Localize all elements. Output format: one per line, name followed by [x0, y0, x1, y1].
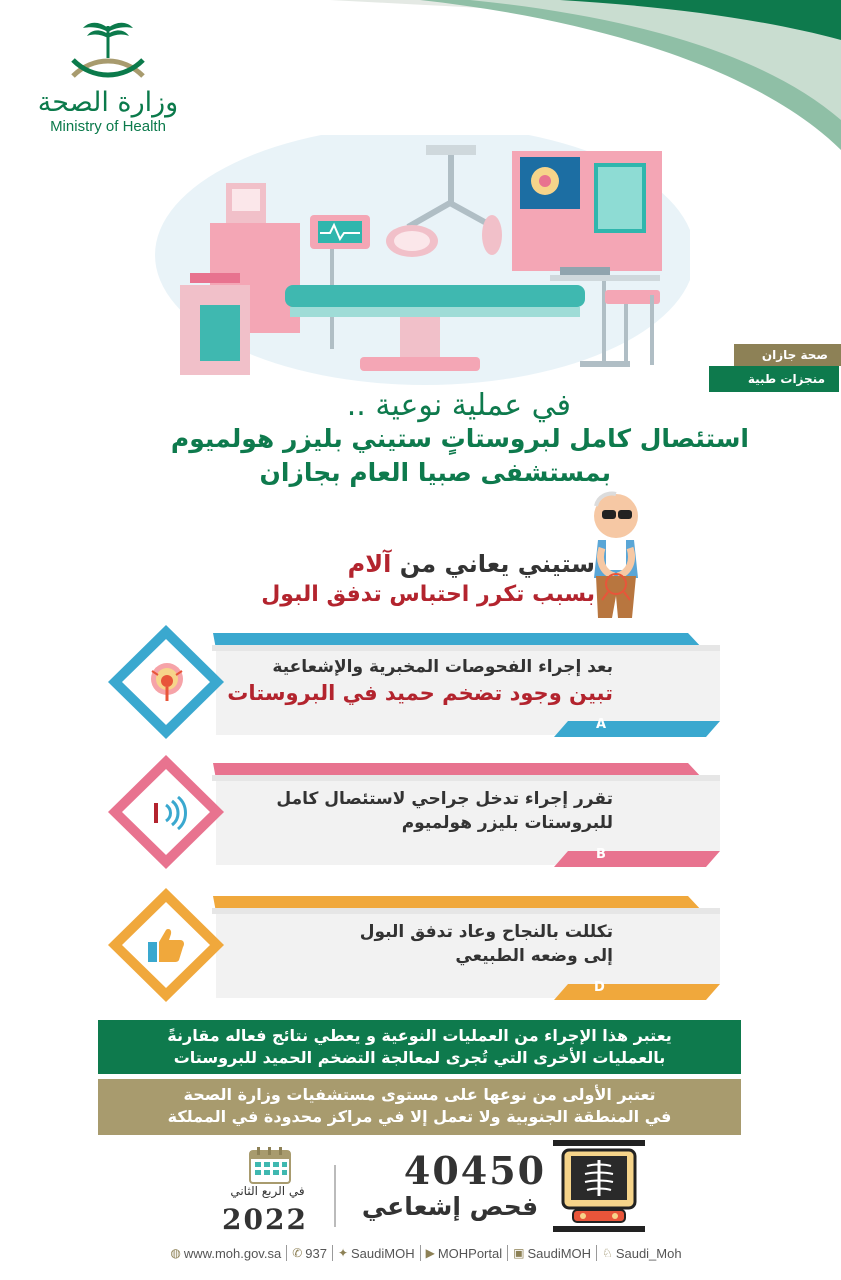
facebook-icon: ▣: [513, 1246, 525, 1260]
headline-main: استئصال كامل لبروستاتٍ ستيني بليزر هولميوم: [170, 424, 749, 453]
info-bar-results: [98, 1020, 741, 1074]
info-bar-first-line-1: تعتبر الأولى من نوعها على مستوى مستشفيات وزارة الصحة: [183, 1085, 656, 1104]
laser-icon: [148, 793, 188, 833]
patient-line-2: بسبب تكرر احتباس تدفق البول: [261, 582, 595, 607]
stats-divider: [334, 1165, 336, 1227]
xray-machine-icon: [553, 1140, 645, 1232]
headline-hospital: بمستشفى صبيا العام بجازان: [259, 458, 611, 487]
footer-facebook[interactable]: [508, 1246, 596, 1261]
operating-room-illustration: [150, 135, 690, 385]
snapchat-icon: ♘: [602, 1246, 613, 1260]
footer-contacts: [126, 1242, 726, 1264]
patient-line-1-b: آلام: [347, 550, 392, 578]
logo-arabic-name: وزارة الصحة: [37, 87, 179, 118]
step-card-d: [108, 888, 723, 1003]
step-d-letter: D: [594, 980, 605, 995]
headline-intro: في عملية نوعية ..: [346, 388, 571, 423]
step-b-line-1: تقرر إجراء تدخل جراحي لاستئصال كامل: [276, 789, 613, 809]
step-card-d-bg: [108, 888, 723, 1003]
info-bar-first-line-2: في المنطقة الجنوبية ولا تعمل إلا في مراكز محدودة في المملكة: [167, 1107, 672, 1126]
footer-twitter-text: SaudiMOH: [351, 1245, 415, 1261]
step-a-line-1: بعد إجراء الفحوصات المخبرية والإشعاعية: [272, 657, 613, 677]
logo-english-name: Ministry of Health: [50, 118, 166, 135]
phone-icon: ✆: [292, 1246, 303, 1260]
twitter-icon: ✦: [337, 1246, 349, 1260]
palm-swords-emblem-icon: [53, 18, 163, 84]
footer-website-text: www.moh.gov.sa: [183, 1245, 282, 1261]
youtube-icon: ▶: [425, 1246, 435, 1260]
prostate-icon: [148, 661, 186, 703]
calendar-icon: [249, 1146, 291, 1184]
info-bar-first: [98, 1079, 741, 1135]
xray-label: فحص إشعاعي: [361, 1192, 539, 1221]
step-a-line-2: تبين وجود تضخم حميد في البروستات: [227, 681, 613, 705]
footer-snapchat[interactable]: [597, 1246, 687, 1261]
patient-line-1: [348, 550, 595, 578]
footer-phone-text: 937: [305, 1245, 327, 1261]
xray-count: 40450: [403, 1148, 547, 1193]
year-label: 2022: [222, 1203, 308, 1236]
moh-logo: [28, 18, 188, 143]
footer-snapchat-text: Saudi_Moh: [615, 1245, 682, 1261]
footer-twitter[interactable]: [333, 1246, 420, 1261]
info-bar-results-line-2: بالعمليات الأخرى التي تُجرى لمعالجة التضخم الحميد للبروستات: [173, 1048, 666, 1067]
step-card-a: [108, 625, 723, 740]
quarter-label: في الربع الثاني: [230, 1184, 305, 1198]
footer-youtube-text: MOHPortal: [437, 1245, 503, 1261]
tag-category: منجزات طبية: [709, 366, 839, 392]
step-d-line-2: إلى وضعه الطبيعي: [455, 946, 613, 966]
step-a-letter: A: [596, 717, 607, 732]
globe-icon: ◍: [170, 1246, 181, 1260]
footer-phone[interactable]: [287, 1246, 332, 1261]
info-bar-results-line-1: يعتبر هذا الإجراء من العمليات النوعية و يعطي نتائج فعاله مقارنةً: [167, 1026, 672, 1045]
footer-youtube[interactable]: [421, 1246, 508, 1261]
step-d-line-1: تكللت بالنجاح وعاد تدفق البول: [359, 922, 613, 942]
step-b-line-2: للبروستات بليزر هولميوم: [401, 813, 613, 833]
step-b-letter: B: [596, 847, 606, 862]
patient-line-1-a: ستيني يعاني من: [399, 550, 595, 578]
step-card-b: [108, 755, 723, 870]
tag-region: صحة جازان: [734, 344, 841, 366]
footer-website[interactable]: [165, 1246, 286, 1261]
thumbs-up-icon: [146, 926, 186, 964]
footer-facebook-text: SaudiMOH: [527, 1245, 592, 1261]
